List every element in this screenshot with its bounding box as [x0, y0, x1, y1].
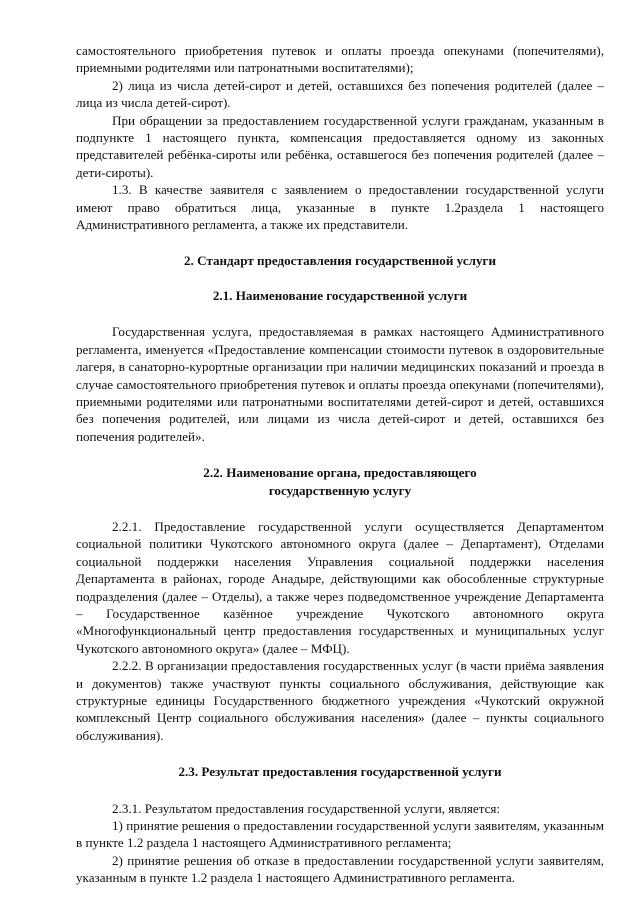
- section-2-2-title-line2: государственную услугу: [268, 482, 412, 498]
- paragraph-result-2: 2) принятие решения об отказе в предоставлении государственной услуги заявителям, указанным в пункте 1.2 раздела 1 настоящего Административного регламента.: [76, 852, 604, 886]
- spacer: [76, 781, 604, 800]
- spacer: [76, 233, 604, 252]
- paragraph-2-3-1: 2.3.1. Результатом предоставления государственной услуги, является:: [112, 800, 501, 816]
- paragraph-result-1: 1) принятие решения о предоставлении государственной услуги заявителям, указанным в пункте 1.2 раздела 1 настоящего Административного регламента;: [76, 818, 604, 851]
- spacer: [76, 744, 604, 763]
- spacer: [76, 270, 604, 287]
- section-2-3-title: 2.3. Результат предоставления государственной услуги: [178, 764, 502, 780]
- section-2-2-title-line1: 2.2. Наименование органа, предоставляющего: [203, 465, 477, 481]
- section-2-1-title: 2.1. Наименование государственной услуги: [212, 287, 468, 303]
- paragraph-2-2-2: 2.2.2. В организации предоставления государственных услуг (в части приёма заявления и документов) также участвуют пункты социального обслуживания, действующие как структурные единицы Государственного бюджетного учреждения «Чукотский окружной комплексный Центр социального обслуживания населения» (далее – пункты социального обслуживания).: [76, 658, 604, 743]
- paragraph-compensation-note: При обращении за предоставлением государственной услуги гражданам, указанным в подпункте 1 настоящего пункта, компенсация предоставляется одному из законных представителей ребёнка-сироты или ребёнка, оставшегося без попечения родителей (далее – дети-сироты).: [76, 112, 604, 180]
- document-body: [76, 42, 604, 887]
- section-2-title: 2. Стандарт предоставления государственной услуги: [183, 253, 497, 269]
- spacer: [76, 445, 604, 464]
- paragraph-1-3: 1.3. В качестве заявителя с заявлением о предоставлении государственной услуги имеют право обратиться лица, указанные в пункте 1.2раздела 1 настоящего Административного регламента, а также их представители.: [76, 182, 604, 233]
- spacer: [76, 304, 604, 323]
- paragraph-item-2: 2) лица из числа детей-сирот и детей, оставшихся без попечения родителей (далее – лица из числа детей-сирот).: [76, 77, 604, 111]
- spacer: [76, 499, 604, 518]
- paragraph-service-name: Государственная услуга, предоставляемая в рамках настоящего Административного регламента, именуется «Предоставление компенсации стоимости путевок в оздоровительные лагеря, в санаторно-курортные организации при наличии медицинских показаний и проезда в случае самостоятельного приобретения путевок и оплаты проезда опекунами (попечителями), приемными родителями или патронатными воспитателями детей-сирот и детей, оставшихся без попечения родителей, или лицами из числа детей-сирот и детей, оставшихся без попечения родителей».: [76, 324, 604, 444]
- section-2-2-title: [76, 464, 604, 499]
- paragraph-2-2-1: 2.2.1. Предоставление государственной услуги осуществляется Департаментом социальной политики Чукотского автономного округа (далее – Департамент), Отделами социальной поддержки населения Управления социальной поддержки населения Департамента в районах, городе Анадыре, действующими как обособленные структурные подразделения (далее – Отделы), а также через подведомственное учреждение Департамента – Государственное казённое учреждение Чукотского автономного округа «Многофункциональный центр предоставления государственных и муниципальных услуг Чукотского автономного округа» (далее – МФЦ).: [76, 518, 604, 656]
- paragraph-continuation: самостоятельного приобретения путевок и оплаты проезда опекунами (попечителями), приемными родителями или патронатными воспитателями);: [76, 43, 604, 76]
